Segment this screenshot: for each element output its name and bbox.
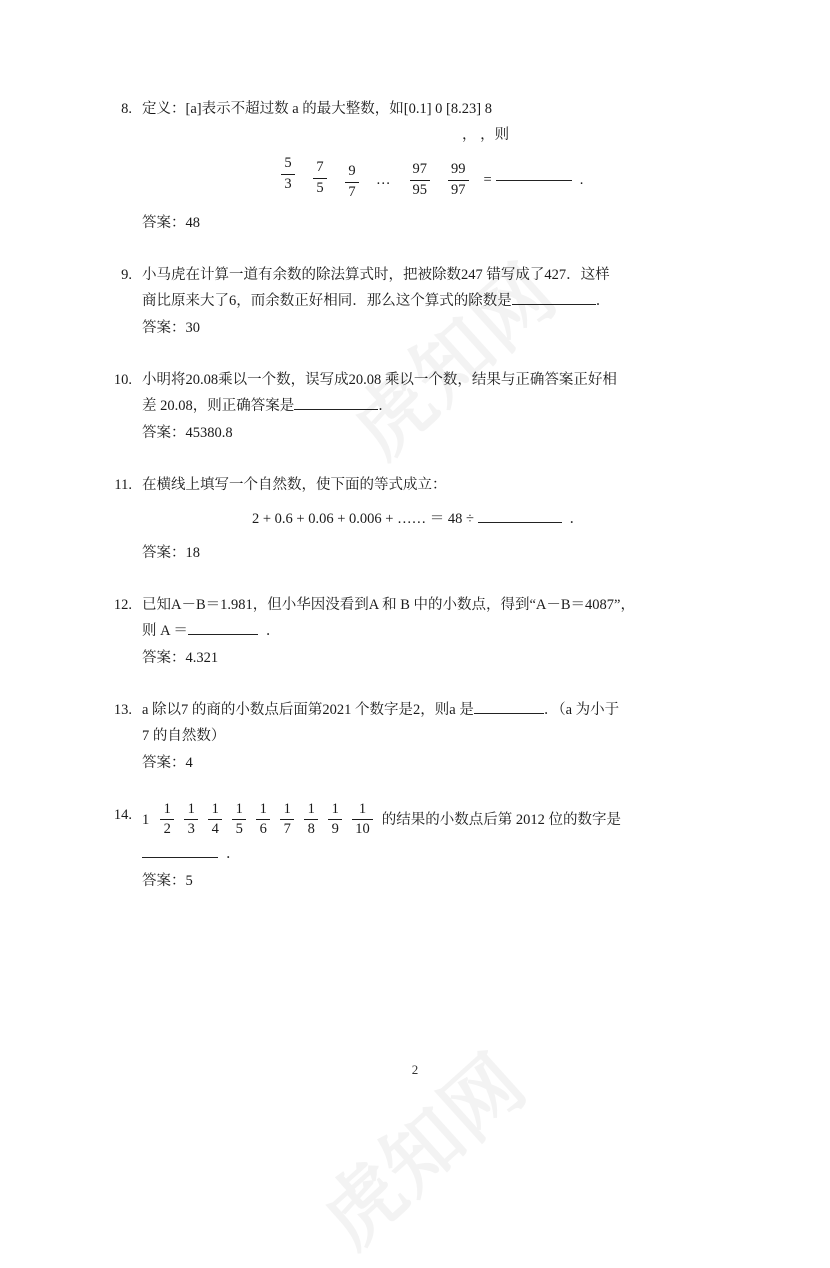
- math-expression: [142, 154, 708, 206]
- answer-value: 30: [185, 320, 200, 336]
- period: ．: [265, 623, 281, 639]
- problem-14: [108, 802, 708, 894]
- answer-blank[interactable]: [478, 522, 562, 523]
- problem-number: 8.: [121, 101, 132, 117]
- period: ．（a 为小于: [543, 702, 620, 718]
- answer-line: [142, 210, 708, 236]
- answer-value: 4.321: [185, 650, 219, 666]
- fraction-bar: [345, 182, 359, 183]
- fraction: $\frac{5}{3}$: [281, 156, 295, 191]
- answer-line: [142, 315, 708, 341]
- answer-value: 4: [185, 755, 193, 771]
- answer-label: 答案：: [142, 215, 186, 231]
- answer-blank-line: [142, 841, 708, 867]
- period: ．: [378, 398, 393, 414]
- problem-text-line: 7 的自然数）: [142, 728, 226, 744]
- problem-text: 则 A ＝: [142, 623, 188, 639]
- answer-blank[interactable]: [474, 713, 544, 714]
- answer-line: [142, 750, 708, 776]
- fraction-bar: [281, 174, 295, 175]
- problem-8: [108, 96, 708, 236]
- problem-number: 12.: [113, 597, 132, 613]
- fraction-bar: [313, 178, 327, 179]
- fraction-bar: [352, 819, 373, 820]
- answer-label: 答案：: [142, 755, 186, 771]
- answer-value: 48: [185, 215, 200, 231]
- problem-text-line: 已知A－B＝1.981，但小华因没看到A 和 B 中的小数点，得到“A－B＝4087”，: [142, 597, 635, 613]
- problem-text-line: 在横线上填写一个自然数，使下面的等式成立：: [142, 477, 447, 493]
- fraction-bar: [328, 819, 342, 820]
- problem-11: [108, 472, 708, 566]
- problem-number: 9.: [121, 267, 132, 283]
- problem-text-line2: [142, 618, 708, 644]
- problem-list: [108, 96, 708, 920]
- fraction: $\frac{1}{7}$: [280, 802, 294, 837]
- fraction: $\frac{1}{5}$: [232, 802, 246, 837]
- problem-text: 商比原来大了6，而余数正好相同．那么这个算式的除数是: [142, 293, 512, 309]
- fraction-bar: [304, 819, 318, 820]
- problem-number: 11.: [114, 477, 132, 493]
- answer-line: [142, 540, 708, 566]
- answer-label: 答案：: [142, 650, 186, 666]
- problem-number: 13.: [113, 702, 132, 718]
- answer-blank[interactable]: [142, 857, 218, 858]
- fraction: $\frac{1}{4}$: [208, 802, 222, 837]
- answer-blank[interactable]: [512, 304, 596, 305]
- answer-line: [142, 868, 708, 894]
- problem-13: [108, 697, 708, 776]
- period: .: [579, 171, 584, 188]
- answer-label: 答案：: [142, 320, 186, 336]
- answer-label: 答案：: [142, 545, 186, 561]
- fraction-bar: [160, 819, 174, 820]
- leading-number: 1: [142, 811, 150, 828]
- equals-sign: =: [483, 171, 492, 188]
- fraction-bar: [448, 180, 469, 181]
- problem-number: 10.: [113, 372, 132, 388]
- problem-9: [108, 262, 708, 341]
- problem-text-line: [142, 697, 708, 723]
- page-number: 2: [411, 1062, 419, 1077]
- fraction-bar: [256, 819, 270, 820]
- problem-text-line: ， ，则: [462, 127, 510, 143]
- problem-text-line: 小马虎在计算一道有余数的除法算式时，把被除数247 错写成了427．这样: [142, 267, 610, 283]
- problem-text: a 除以7 的商的小数点后面第2021 个数字是2，则a 是: [142, 702, 474, 718]
- problem-text-line: 小明将20.08乘以一个数，误写成20.08 乘以一个数，结果与正确答案正好相: [142, 372, 617, 388]
- fraction-bar: [232, 819, 246, 820]
- fraction-bar: [280, 819, 294, 820]
- answer-blank[interactable]: [188, 634, 258, 635]
- period: ．: [569, 511, 585, 527]
- equation-line: [142, 506, 708, 532]
- fraction: $\frac{1}{8}$: [304, 802, 318, 837]
- ellipsis: …: [376, 171, 393, 188]
- answer-value: 18: [185, 545, 200, 561]
- answer-label: 答案：: [142, 425, 186, 441]
- fraction: $\frac{99}{97}$: [448, 162, 469, 197]
- answer-value: 5: [185, 873, 193, 890]
- fraction: $\frac{7}{5}$: [313, 160, 327, 195]
- problem-text: 差 20.08，则正确答案是: [142, 398, 295, 414]
- problem-number: 14.: [113, 807, 132, 823]
- fraction: $\frac{1}{3}$: [184, 802, 198, 837]
- problem-text-line: 定义：[a]表示不超过数 a 的最大整数，如[0.1] 0 [8.23] 8: [142, 101, 492, 117]
- fraction: $\frac{97}{95}$: [410, 162, 431, 197]
- fraction-bar: [184, 819, 198, 820]
- period: ．: [226, 846, 241, 863]
- problem-12: [108, 592, 708, 671]
- fraction-bar: [410, 180, 431, 181]
- fraction: $\frac{1}{10}$: [352, 802, 373, 837]
- fraction: $\frac{1}{2}$: [160, 802, 174, 837]
- answer-blank[interactable]: [496, 180, 572, 181]
- problem-10: [108, 367, 708, 446]
- problem-text-line2: [142, 393, 708, 419]
- fraction: $\frac{1}{6}$: [256, 802, 270, 837]
- fraction-bar: [208, 819, 222, 820]
- watermark-bottom: [293, 1024, 546, 1268]
- answer-line: [142, 645, 708, 671]
- problem-text: 的结果的小数点后第 2012 位的数字是: [381, 811, 621, 828]
- equation-text: 2 + 0.6 + 0.06 + 0.006 + …… ＝ 48 ÷: [252, 511, 474, 527]
- answer-line: [142, 420, 708, 446]
- fraction-sequence: [142, 802, 708, 837]
- fraction: $\frac{9}{7}$: [345, 164, 359, 199]
- answer-value: 45380.8: [185, 425, 233, 441]
- answer-label: 答案：: [142, 873, 186, 890]
- period: ．: [595, 293, 611, 309]
- answer-blank[interactable]: [294, 409, 378, 410]
- fraction: $\frac{1}{9}$: [328, 802, 342, 837]
- problem-text-line2: [142, 288, 708, 314]
